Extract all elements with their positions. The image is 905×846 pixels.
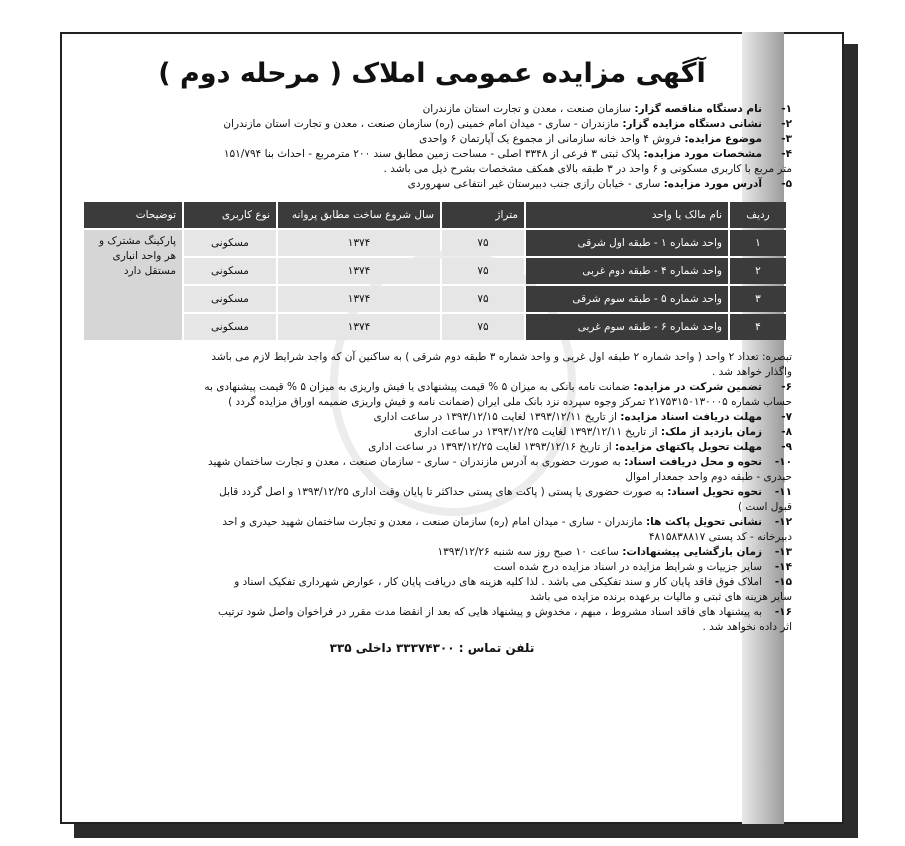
item-label: مهلت دریافت اسناد مزایده: [620,411,762,423]
usage-type: مسکونی [184,314,276,340]
notice-line [72,395,792,410]
unit-area: ۷۵ [442,314,524,340]
notice-line [72,177,792,192]
notice-line [72,620,792,635]
notice-line [72,500,792,515]
notice-content [72,40,792,815]
notice-line [72,425,792,440]
notice-line [72,380,792,395]
item-text: متر مربع با کاربری مسکونی و ۶ واحد در ۳ طبقه بالای همکف مشخصات بشرح ذیل می باشد . [383,163,792,175]
item-text: سایر جزییات و شرایط مزایده در اسناد مزایده درج شده است [493,561,762,573]
build-year: ۱۳۷۴ [278,258,440,284]
item-number: ۷- [781,411,792,423]
unit-area: ۷۵ [442,230,524,256]
item-text: از تاریخ ۱۳۹۳/۱۲/۱۱ لغایت ۱۳۹۳/۱۲/۱۵ در ساعت اداری [373,411,621,423]
item-text: پلاک ثبتی ۳ فرعی از ۳۳۴۸ اصلی - مساحت زمین مطابق سند ۲۰۰ مترمربع - احداث بنا ۱۵۱/۷۹۴ [223,148,644,160]
item-label: زمان بازگشایی پیشنهادات: [622,546,762,558]
item-text: مازندران - ساری - میدان امام خمینی (ره) سازمان صنعت ، معدن و تجارت استان مازندران [223,118,623,130]
item-label: نشانی دستگاه مزایده گزار: [622,118,762,130]
notice-line [72,455,792,470]
notice-line [72,440,792,455]
header-cell: نوع کاربری [184,202,276,228]
notice-line [72,545,792,560]
item-label: نشانی تحویل پاکت ها: [645,516,762,528]
item-number: ۱۳- [774,546,792,558]
table-row [84,286,786,312]
notice-line [72,162,792,177]
item-number: ۸- [781,426,792,438]
item-text: مازندران - ساری - میدان امام (ره) سازمان صنعت ، معدن و تجارت ساختمان شهید حیدری و احد [222,516,646,528]
item-text: سایر هزینه های ثبتی و مالیات برعهده برنده مزایده می باشد [529,591,792,603]
notice-title: آگهی مزایده عمومی املاک ( مرحله دوم ) [158,58,706,89]
row-number: ۲ [730,258,786,284]
item-text: حساب شماره ۲۱۷۵۳۱۵۰۱۳۰۰۰۵ تمرکز وجوه سپرده نزد بانک ملی ایران (ضمانت نامه و فیش واریزی ضمیمه اوراق مزایده گردد ) [228,396,792,408]
item-text: اثر داده نخواهد شد . [702,621,792,633]
notice-line [72,530,792,545]
notice-line [72,590,792,605]
notice-line [72,485,792,500]
unit-area: ۷۵ [442,286,524,312]
usage-type: مسکونی [184,230,276,256]
item-number: ۵- [781,178,792,190]
build-year: ۱۳۷۴ [278,314,440,340]
header-cell: ردیف [730,202,786,228]
notice-items [72,102,792,192]
frame-shadow-right [844,44,858,836]
item-text: از تاریخ ۱۳۹۳/۱۲/۱۱ لغایت ۱۳۹۳/۱۲/۲۵ در ساعت اداری [414,426,661,438]
item-text: از تاریخ ۱۳۹۳/۱۲/۱۶ لغایت ۱۳۹۳/۱۲/۲۵ در ساعت اداری [368,441,615,453]
notice-notes [72,350,792,635]
frame-shadow-bottom [74,824,858,838]
notice-line [72,350,792,365]
build-year: ۱۳۷۴ [278,286,440,312]
item-text: واگذار خواهد شد . [711,366,792,378]
item-label: موضوع مزایده: [684,133,762,145]
usage-type: مسکونی [184,286,276,312]
item-text: تبصره: تعداد ۲ واحد ( واحد شماره ۲ طبقه اول غربی و واحد شماره ۳ طبقه دوم شرقی ) به ساکنین آن که واجد شرایط لازم می باشد [211,351,792,363]
build-year: ۱۳۷۴ [278,230,440,256]
item-number: ۱- [781,103,792,115]
item-number: ۱۴- [774,561,792,573]
unit-area: ۷۵ [442,258,524,284]
unit-name: واحد شماره ۶ - طبقه سوم غربی [526,314,728,340]
item-label: آدرس مورد مزایده: [663,178,762,190]
item-number: ۱۱- [774,486,792,498]
item-text: ساری - خیابان رازی جنب دبیرستان غیر انتفاعی سهروردی [407,178,664,190]
row-number: ۱ [730,230,786,256]
item-label: مشخصات مورد مزایده: [643,148,762,160]
item-text: ضمانت نامه بانکی به میزان ۵ % قیمت پیشنهادی یا فیش واریزی به میزان ۵ % قیمت پیشنهادی به [204,381,634,393]
unit-name: واحد شماره ۵ - طبقه سوم شرقی [526,286,728,312]
item-number: ۶- [781,381,792,393]
item-text: ساعت ۱۰ صبح روز سه شنبه ۱۳۹۳/۱۲/۲۶ [437,546,623,558]
row-number: ۳ [730,286,786,312]
notice-line [72,132,792,147]
contact-phone: تلفن تماس : ۳۳۳۷۴۳۰۰ داخلی ۳۳۵ [329,641,535,655]
item-label: نحوه تحویل اسناد: [667,486,762,498]
item-number: ۱۲- [774,516,792,528]
unit-name: واحد شماره ۱ - طبقه اول شرقی [526,230,728,256]
unit-name: واحد شماره ۴ - طبقه دوم غربی [526,258,728,284]
table-row [84,258,786,284]
table-row [84,314,786,340]
item-label: نحوه و محل دریافت اسناد: [624,456,762,468]
units-table [82,200,788,342]
table-header-row [84,202,786,228]
header-cell: متراژ [442,202,524,228]
item-text: حیدری - طبقه دوم واحد جمعدار اموال [625,471,792,483]
item-text: سازمان صنعت ، معدن و تجارت استان مازندران [422,103,635,115]
row-number: ۴ [730,314,786,340]
item-text: املاک فوق فاقد پایان کار و سند تفکیکی می باشد . لذا کلیه هزینه های دریافت پایان کار ، عوارض شهرداری تفکیک اسناد و [234,576,762,588]
notice-line [72,470,792,485]
item-text: قبول است ) [737,501,792,513]
notice-line [72,410,792,425]
header-cell: سال شروع ساخت مطابق پروانه [278,202,440,228]
item-text: دبیرخانه - کد پستی ۴۸۱۵۸۳۸۸۱۷ [648,531,792,543]
item-label: مهلت تحویل پاکتهای مزایده: [614,441,762,453]
item-number: ۳- [781,133,792,145]
item-text: به صورت حضوری یا پستی ( پاکت های پستی حداکثر تا پایان وقت اداری ۱۳۹۳/۱۲/۲۵ و اصل گردد قابل [219,486,668,498]
notice-line [72,560,792,575]
table-description: پارکینگ مشترک و هر واحد انباری مستقل دارد [84,230,182,340]
item-number: ۱۶- [774,606,792,618]
item-text: فروش ۴ واحد خانه سازمانی از مجموع یک آپارتمان ۶ واحدی [419,133,685,145]
item-label: زمان بازدید از ملک: [660,426,762,438]
item-number: ۱۰- [774,456,792,468]
notice-line [72,605,792,620]
notice-line [72,575,792,590]
item-label: تضمین شرکت در مزایده: [633,381,762,393]
usage-type: مسکونی [184,258,276,284]
notice-line [72,515,792,530]
item-text: به صورت حضوری به آدرس مازندران - ساری - سازمان صنعت ، معدن و تجارت ساختمان شهید [208,456,625,468]
notice-line [72,102,792,117]
item-number: ۹- [781,441,792,453]
item-number: ۱۵- [774,576,792,588]
header-cell: توضیحات [84,202,182,228]
notice-line [72,365,792,380]
notice-line [72,147,792,162]
item-label: نام دستگاه مناقصه گزار: [634,103,762,115]
item-number: ۴- [781,148,792,160]
table-row [84,230,786,256]
notice-line [72,117,792,132]
header-cell: نام مالک یا واحد [526,202,728,228]
item-number: ۲- [781,118,792,130]
item-text: به پیشنهاد های فاقد اسناد مشروط ، مبهم ، مخدوش و پیشنهاد هایی که بعد از انقضا مدت مقرر در فراخوان واصل شود ترتیب [218,606,762,618]
